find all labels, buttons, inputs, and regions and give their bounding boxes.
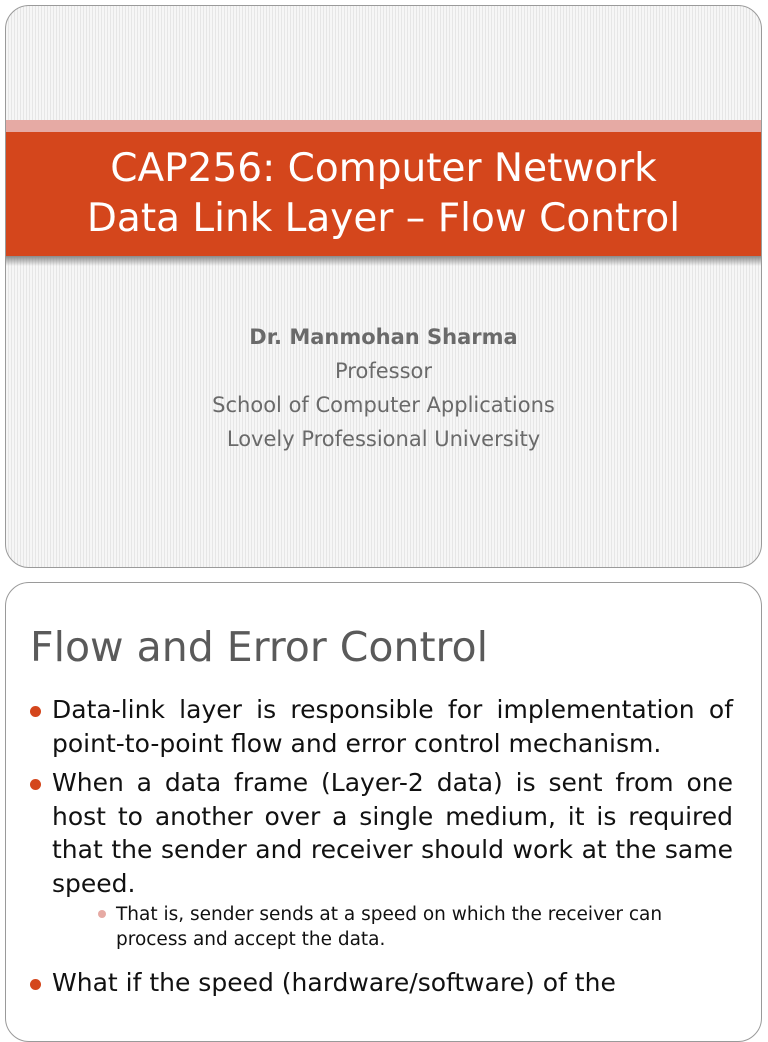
author-block — [6, 320, 761, 456]
content-slide — [5, 582, 762, 1042]
bullet-text: When a data frame (Layer-2 data) is sent from one host to another over a single medium, it is required that the sender and receiver should work at the same speed. — [52, 768, 733, 898]
bullet-text: Data-link layer is responsible for implementation of point-to-point flow and error control mechanism. — [52, 695, 733, 758]
bullet-item — [30, 693, 733, 760]
title-slide — [5, 5, 762, 568]
bullet-dot-icon — [30, 779, 41, 790]
sub-bullet-text: That is, sender sends at a speed on which the receiver can process and accept the data. — [116, 904, 663, 950]
bullet-text: What if the speed (hardware/software) of the — [52, 968, 616, 997]
bullet-dot-icon — [30, 706, 41, 717]
slide-title-line2: Data Link Layer – Flow Control — [86, 196, 681, 241]
author-school: School of Computer Applications — [212, 393, 555, 417]
sub-bullet-dot-icon — [98, 910, 106, 918]
bullet-item — [30, 766, 733, 900]
bullet-list — [30, 693, 733, 1006]
slide-heading: Flow and Error Control — [30, 623, 488, 671]
sub-bullet-item — [98, 902, 733, 952]
title-band-shadow — [6, 256, 761, 266]
bullet-dot-icon — [30, 979, 41, 990]
bullet-item — [30, 966, 733, 1000]
title-band — [6, 132, 761, 256]
author-name: Dr. Manmohan Sharma — [249, 325, 518, 349]
author-role: Professor — [335, 359, 432, 383]
title-accent-strip — [6, 120, 761, 132]
author-university: Lovely Professional University — [226, 427, 541, 451]
slide-title-line1: CAP256: Computer Network — [110, 146, 657, 191]
